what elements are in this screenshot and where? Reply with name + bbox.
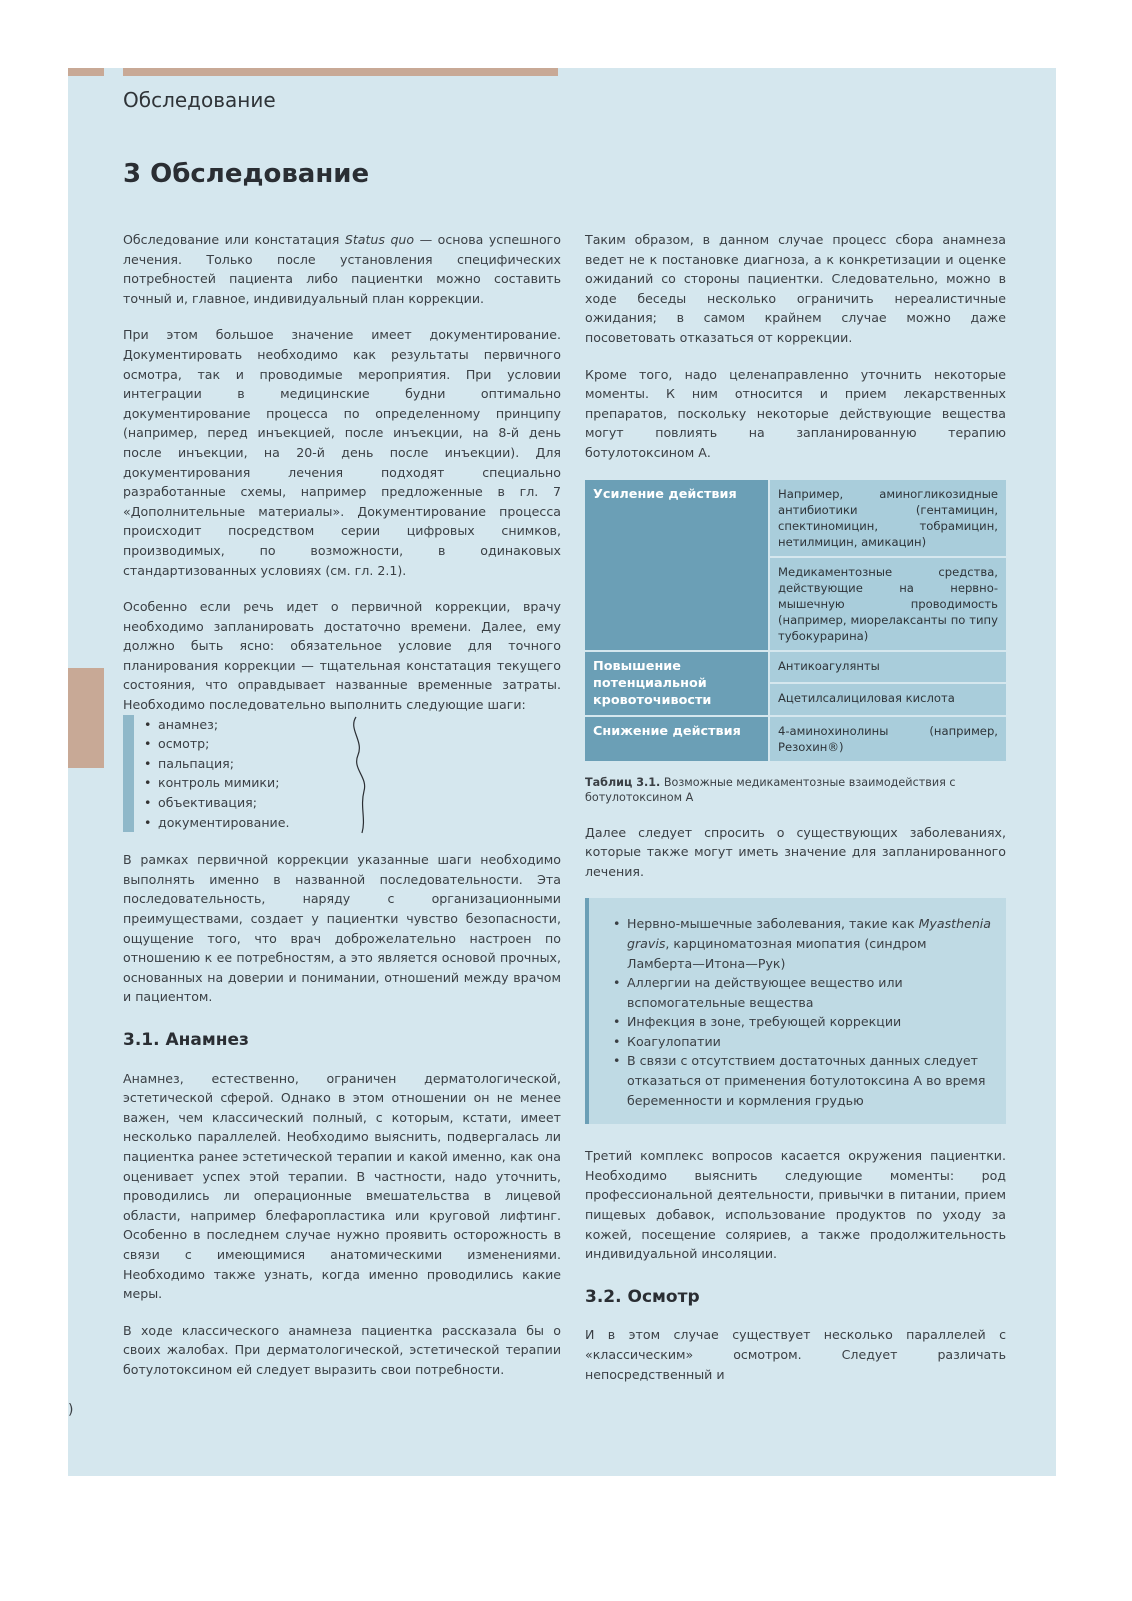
header-bar-left: [68, 68, 104, 76]
list-item: • осмотр;: [158, 734, 561, 754]
list-item: • пальпация;: [158, 754, 561, 774]
list-item: • контроль мимики;: [158, 773, 561, 793]
diseases-box: [585, 898, 1006, 1124]
chapter-side-tab: [68, 668, 104, 768]
right-column: [585, 230, 1006, 1401]
list-item: • объективация;: [158, 793, 561, 813]
paragraph: Кроме того, надо целенаправленно уточнить некоторые моменты. К ним относится и прием лекарственных препаратов, поскольку некоторые действующие вещества могут повлиять на запланированную терапию ботулотоксином А.: [585, 366, 1006, 460]
page-number: ): [68, 1402, 74, 1418]
table-cell: Медикаментозные средства, действующие на нервно-мышечную проводимость (например, миорелаксанты по типу тубокурарина): [769, 557, 1006, 651]
table-caption: Таблиц 3.1. Возможные медикаментозные взаимодействия с ботулотоксином А: [585, 775, 956, 804]
table-category-cell: Усиление действия: [585, 480, 769, 651]
table-cell: Например, аминогликозидные антибиотики (гентамицин, спектиномицин, тобрамицин, нетилмицин, амикацин): [769, 480, 1006, 557]
list-item: • Коагулопатии: [627, 1032, 994, 1052]
paragraph: В рамках первичной коррекции указанные шаги необходимо выполнять именно в названной последовательности. Эта последовательность, наряду с организационными преимуществами, создает у пациентки чувство безопасности, ощущение того, что врач доброжелательно настроен по отношению к ее потребностям, а это является основой прочных, основанных на доверии и понимании, отношений между врачом и пациентом.: [123, 852, 561, 1005]
paragraph: В ходе классического анамнеза пациентка рассказала бы о своих жалобах. При дерматологической, эстетической терапии ботулотоксином ей следует выразить свои потребности.: [123, 1322, 561, 1377]
table-row: [585, 651, 1006, 684]
left-column: [123, 230, 561, 1396]
list-item: • документирование.: [158, 813, 561, 833]
paragraph: Далее следует спросить о существующих заболеваниях, которые также могут иметь значение для запланированного лечения.: [585, 824, 1006, 879]
running-head: Обследование: [123, 88, 276, 112]
table-row: [585, 480, 1006, 557]
list-item: • Нервно-мышечные заболевания, такие как Myasthenia gravis, карциноматозная миопатия (синдром Ламберта—Итона—Рук): [627, 914, 994, 973]
paragraph: Третий комплекс вопросов касается окружения пациентки. Необходимо выяснить следующие моменты: род профессиональной деятельности, привычки в питании, прием пищевых добавок, использование продуктов по уходу за кожей, посещение соляриев, а также продолжительность индивидуальной инсоляции.: [585, 1148, 1006, 1262]
table-cell: Антикоагулянты: [769, 651, 1006, 684]
interactions-table: [585, 480, 1006, 763]
paragraph: Таким образом, в данном случае процесс сбора анамнеза ведет не к постановке диагноза, а к конкретизации и оценке ожиданий со стороны пациентки. Следовательно, можно в ходе беседы несколько ограничить нереалистичные ожидания; в самом крайнем случае можно даже посоветовать отказаться от коррекции.: [585, 232, 1006, 345]
paragraph: Особенно если речь идет о первичной коррекции, врачу необходимо запланировать достаточно времени. Далее, ему должно быть ясно: обязательное условие для точного планирования коррекции — тщательная констатация текущего состояния, что оправдывает названные временные затраты. Необходимо последовательно выполнить следующие шаги:: [123, 599, 561, 713]
table-category-cell: Повышение потенциальной кровоточивости: [585, 651, 769, 716]
steps-list: [123, 715, 561, 833]
page: [68, 68, 1056, 1476]
list-item: • анамнез;: [158, 715, 561, 735]
paragraph: Анамнез, естественно, ограничен дерматологической, эстетической сферой. Однако в этом отношении он не менее важен, чем классический полный, с которым, кстати, имеет несколько параллелей. Необходимо выяснить, подвергалась ли пациентка ранее эстетической терапии и какой именно, как она оценивает успех этой терапии. В частности, надо уточнить, проводились ли операционные вмешательства в лицевой области, например блефаропластика или круговой лифтинг. Особенно в последнем случае нужно проявить осторожность в связи с имеющимися анатомическими изменениями. Необходимо также узнать, когда именно проводились какие меры.: [123, 1070, 561, 1302]
header-bar-right: [123, 68, 558, 76]
list-item: • Инфекция в зоне, требующей коррекции: [627, 1012, 994, 1032]
paragraph: И в этом случае существует несколько параллелей с «классическим» осмотром. Следует различать непосредственный и: [585, 1327, 1006, 1382]
list-item: • Аллергии на действующее вещество или вспомогательные вещества: [627, 973, 994, 1012]
section-heading-anamnesis: 3.1. Анамнез: [123, 1029, 249, 1050]
list-item: • В связи с отсутствием достаточных данных следует отказаться от применения ботулотоксина А во время беременности и кормления грудью: [627, 1051, 994, 1110]
table-row: [585, 716, 1006, 762]
squiggle-mark: [344, 715, 374, 835]
paragraph: Обследование или констатация Status quo — основа успешного лечения. Только после установления специфических потребностей пациента либо пациентки можно составить точный и, главное, индивидуальный план коррекции.: [123, 232, 561, 306]
paragraph: При этом большое значение имеет документирование. Документировать необходимо как результаты первичного осмотра, так и проводимые мероприятия. При условии интеграции в медицинские будни оптимально документирование процесса по определенному принципу (например, перед инъекцией, после инъекции, на 8-й день после инъекции, на 20-й день после инъекции). Для документирования лечения подходят специально разработанные схемы, например предложенные в гл. 7 «Дополнительные материалы». Документирование процесса происходит посредством серии цифровых снимков, производимых, по возможности, в одинаковых стандартизованных условиях (см. гл. 2.1).: [123, 327, 561, 578]
section-heading-exam: 3.2. Осмотр: [585, 1286, 700, 1307]
table-cell: Ацетилсалициловая кислота: [769, 683, 1006, 716]
table-cell: 4-аминохинолины (например, Резохин®): [769, 716, 1006, 762]
table-category-cell: Снижение действия: [585, 716, 769, 762]
chapter-title: 3 Обследование: [123, 159, 370, 189]
